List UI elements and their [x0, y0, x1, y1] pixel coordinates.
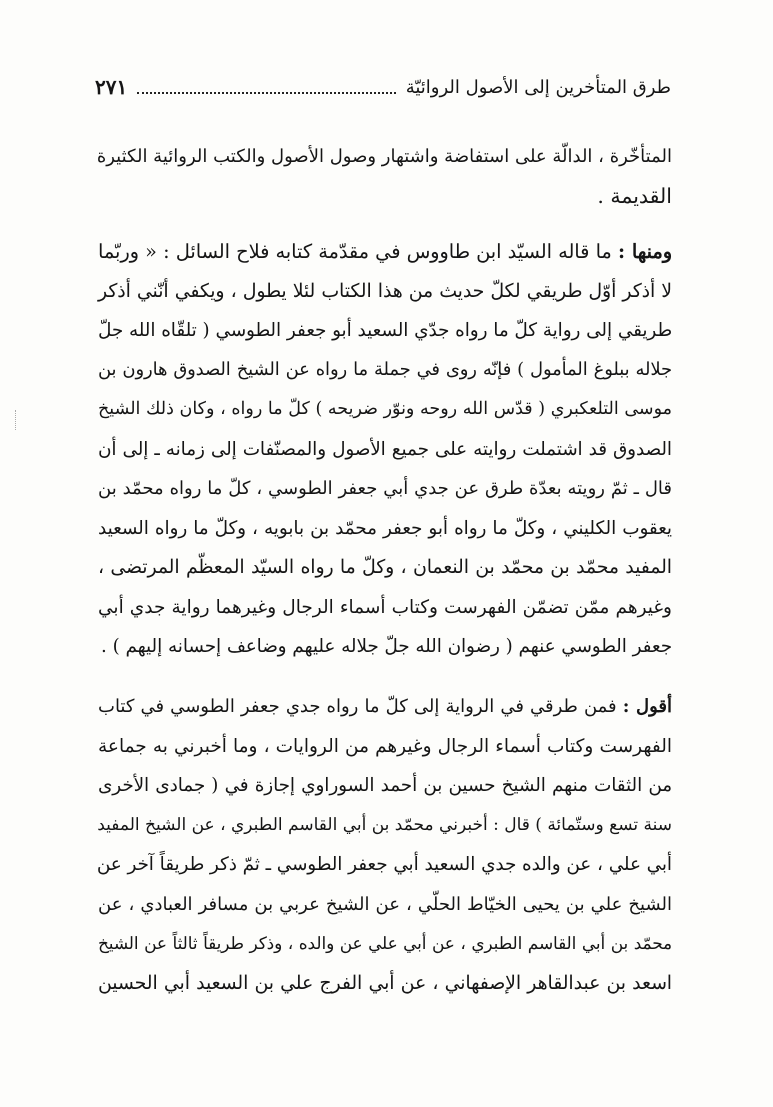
running-header — [95, 72, 671, 102]
text-line: الصدوق قد اشتملت روايته على جميع الأصول والمصنّفات إلى زمانه ـ إلى أن — [98, 438, 672, 460]
text-line: القديمة . — [597, 183, 672, 208]
text-line: محمّد بن أبي القاسم الطبري ، عن أبي علي عن والده ، وذكر طريقاً ثالثاً عن الشيخ — [98, 933, 672, 953]
text-line: اسعد بن عبدالقاهر الإصفهاني ، عن أبي الفرج علي بن السعيد أبي الحسين — [98, 972, 672, 994]
text-line: من الثقات منهم الشيخ حسين بن أحمد السوراوي إجازة في ( جمادى الأخرى — [98, 775, 672, 796]
text-line: طريقي إلى رواية كلّ ما رواه جدّي السعيد أبو جعفر الطوسي ( تلقّاه الله جلّ — [98, 320, 672, 341]
text-line-first — [98, 232, 672, 272]
scan-margin-mark — [15, 410, 18, 430]
text-line: المفيد محمّد بن محمّد بن النعمان ، وكلّ ما رواه السيّد المعظّم المرتضى ، — [98, 557, 672, 578]
header-dot-leader — [137, 90, 395, 94]
text-line: يعقوب الكليني ، وكلّ ما رواه أبو جعفر محمّد بن بابويه ، وكلّ ما رواه السعيد — [98, 517, 672, 539]
text-line: الفهرست وكتاب أسماء الرجال وغيرهم من الروايات ، وما أخبرني به جماعة — [98, 735, 672, 757]
text-line: الشيخ علي بن يحيى الخيّاط الحلّي ، عن الشيخ عربي بن مسافر العبادي ، عن — [98, 893, 672, 915]
page-number: ٢٧١ — [95, 75, 128, 99]
text-line: جلاله ببلوغ المأمول ) فإنّه روى في جملة ما رواه عن الشيخ الصدوق هارون بن — [98, 359, 672, 380]
text-line-rest: فمن طرقي في الرواية إلى كلّ ما رواه جدي جعفر الطوسي في كتاب — [98, 696, 623, 717]
paragraph-author-comment — [98, 687, 672, 1003]
text-line: وغيرهم ممّن تضمّن الفهرست وكتاب أسماء الرجال وغيرهما رواية جدي أبي — [98, 596, 672, 618]
paragraph-continuation — [98, 137, 672, 216]
text-line: المتأخّرة ، الدالّة على استفاضة واشتهار وصول الأصول والكتب الروائية الكثيرة — [96, 146, 672, 167]
text-line: أبي علي ، عن والده جدي السعيد أبي جعفر الطوسي ـ ثمّ ذكر طريقاً آخر عن — [96, 854, 672, 875]
text-line: موسى التلعكبري ( قدّس الله روحه ونوّر ضريحه ) كلّ ما رواه ، وكان ذلك الشيخ — [98, 399, 672, 419]
text-line: لا أذكر أوّل طريقي لكلّ حديث من هذا الكتاب لئلا يطول ، ويكفي أنّني أذكر — [98, 280, 672, 302]
paragraph-lead: ومنها : — [617, 240, 672, 263]
text-line-rest: ما قاله السيّد ابن طاووس في مقدّمة كتابه فلاح السائل : « وربّما — [98, 240, 618, 263]
text-line-first — [98, 687, 672, 727]
text-line: قال ـ ثمّ رويته بعدّة طرق عن جدي أبي جعفر الطوسي ، كلّ ما رواه محمّد بن — [98, 478, 672, 499]
text-line: جعفر الطوسي عنهم ( رضوان الله جلّ جلاله عليهم وضاعف إحسانه إليهم ) . — [100, 636, 672, 657]
running-title: طرق المتأخرين إلى الأصول الروائيّة — [405, 76, 671, 98]
paragraph-lead: أقول : — [622, 696, 672, 717]
paragraph-quote-ibn-tawus — [98, 232, 672, 667]
text-line: سنة تسع وستّمائة ) قال : أخبرني محمّد بن أبي القاسم الطبري ، عن الشيخ المفيد — [97, 814, 672, 835]
